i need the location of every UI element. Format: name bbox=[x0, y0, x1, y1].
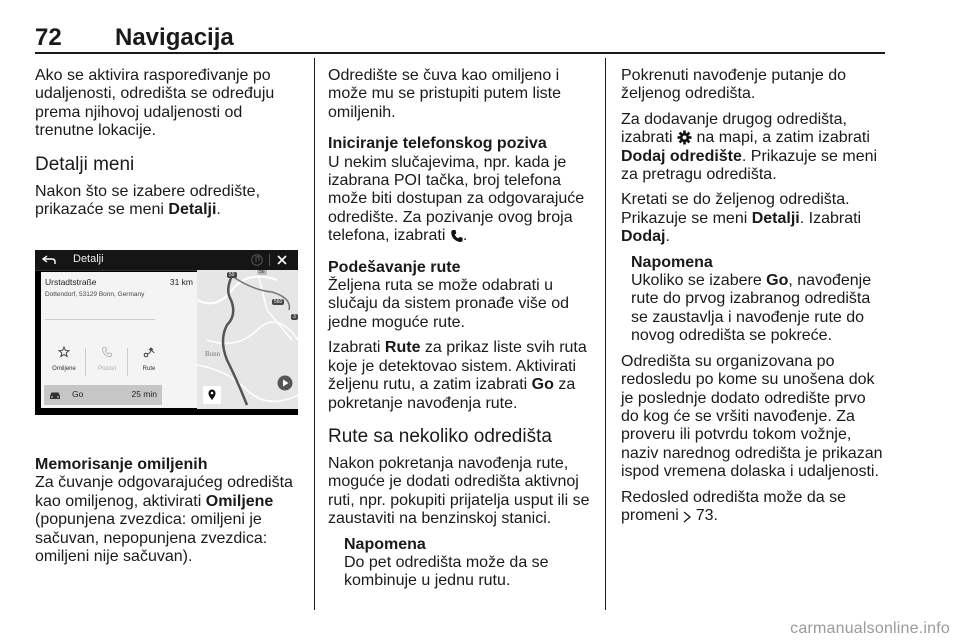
note-box bbox=[631, 254, 887, 346]
multi-destination-heading: Rute sa nekoliko odredišta bbox=[328, 425, 552, 447]
multi-destination-paragraph: Nakon pokretanja navođenja rute, moguće je dodati odredišta aktivnoj ruti, npr. pokupiti prijatelja usput ili se zaustaviti na benzinskoj stanici. bbox=[328, 454, 590, 528]
details-paragraph: Nakon što se izabere odredište, prikazaće se meni Detalji. bbox=[35, 182, 261, 219]
section-title: Detalji meni bbox=[35, 153, 135, 175]
intro-paragraph: Ako se aktivira raspoređivanje po udaljenosti, odredišta se određuju prema njihovoj udaljenosti od trenutne lokacije. bbox=[35, 67, 275, 140]
watermark: carmanualsonline.info bbox=[790, 620, 950, 637]
reorder-paragraph: Redosled odredišta može da se promeni 73. bbox=[621, 488, 847, 524]
route-paragraph: Željena ruta se može odabrati u slučaju da sistem pronađe više od jedne moguće rute. bbox=[328, 277, 570, 331]
location-pin-icon bbox=[208, 389, 216, 401]
road-shield-560: 560 bbox=[274, 299, 283, 305]
page-header bbox=[35, 24, 885, 52]
road-shield-59: 59 bbox=[229, 272, 235, 278]
gear-icon bbox=[677, 130, 692, 145]
favorites-list-paragraph: Odredište se čuva kao omiljeno i može mu se pristupiti putem liste omiljenih. bbox=[328, 67, 561, 121]
start-guidance-paragraph: Pokrenuti navođenje putanje do željenog odredišta. bbox=[621, 67, 847, 103]
call-paragraph: U nekim slučajevima, npr. kada je izabrana POI tačka, broj telefona može biti dostupan za odgovarajuće odredište. Za pozivanje ovog broja telefona, izabrati . bbox=[328, 153, 585, 245]
details-top-bar bbox=[35, 250, 298, 271]
column-1-lower bbox=[35, 456, 300, 566]
order-paragraph: Odredišta su organizovana po redosledu po kome su unošena dok je poslednje dodato odredište prvo do kog će se vršiti navođenje. Za proveru ili potvrdu tokom vožnje, naziv narednog odredišta je prikazan ispod vremena dolaska i udaljenosti. bbox=[621, 352, 883, 481]
route-select-paragraph: Izabrati Rute za prikaz liste svih ruta koje je detektovao sistem. Aktivirati željenu rutu, a zatim izabrati Go za pokretanje navođenja rute. bbox=[328, 339, 587, 412]
car-icon bbox=[49, 391, 61, 400]
details-title: Detalji bbox=[73, 253, 104, 265]
infotainment-screenshot bbox=[35, 250, 298, 415]
navigate-paragraph: Kretati se do željenog odredišta. Prikazuje se meni Detalji. Izabrati Dodaj. bbox=[621, 191, 862, 246]
music-note-icon bbox=[251, 254, 263, 266]
routes-button[interactable]: Rute bbox=[129, 344, 169, 378]
destination-panel bbox=[41, 272, 197, 408]
note-title: Napomena bbox=[631, 253, 713, 271]
column-2 bbox=[328, 67, 598, 591]
column-divider-2 bbox=[605, 58, 606, 610]
favorite-button[interactable]: Omiljene bbox=[43, 344, 85, 378]
road-shield-56: 56 bbox=[259, 270, 265, 275]
note-text: Do pet odredišta može da se kombinuje u jednu rutu. bbox=[344, 553, 549, 590]
route-heading: Podešavanje rute bbox=[328, 258, 461, 276]
call-heading: Iniciranje telefonskog poziva bbox=[328, 135, 547, 153]
phone-icon bbox=[101, 346, 113, 358]
go-button[interactable]: Go 25 min bbox=[44, 385, 162, 405]
back-arrow-icon[interactable] bbox=[42, 255, 56, 265]
route-map[interactable] bbox=[197, 270, 298, 409]
add-destination-paragraph: Za dodavanje drugog odredišta, izabrati na mapi, a zatim izabrati Dodaj odredište. Prikazuje se meni za pretragu odredišta. bbox=[621, 110, 878, 184]
routes-icon bbox=[143, 346, 156, 358]
street-name: Urstadtstraße bbox=[45, 277, 97, 287]
page-title: Navigacija bbox=[115, 24, 234, 51]
note-box bbox=[344, 536, 598, 591]
column-1 bbox=[35, 67, 300, 219]
destination-pin-button[interactable] bbox=[203, 386, 221, 404]
favorites-heading: Memorisanje omiljenih bbox=[35, 456, 208, 473]
call-button[interactable]: Pozovi bbox=[87, 344, 127, 378]
distance-value: 31 km bbox=[169, 277, 193, 287]
column-3 bbox=[621, 67, 887, 525]
phone-icon bbox=[450, 229, 463, 243]
cross-reference-icon bbox=[683, 511, 691, 523]
header-rule bbox=[35, 52, 885, 54]
page-reference[interactable]: 73 bbox=[695, 506, 714, 524]
close-icon[interactable] bbox=[276, 254, 288, 266]
map-city-label: Bonn bbox=[205, 350, 221, 358]
star-outline-icon bbox=[58, 346, 70, 358]
play-icon[interactable] bbox=[277, 375, 293, 391]
road-shield-3: 3 bbox=[293, 314, 296, 320]
favorites-paragraph: Za čuvanje odgovarajućeg odredišta kao omiljenog, aktivirati Omiljene (popunjena zvezdica: omiljeni je sačuvan, nepopunjena zvezdica: omiljeni nije sačuvan). bbox=[35, 474, 293, 566]
page-number: 72 bbox=[35, 24, 62, 51]
note-title: Napomena bbox=[344, 535, 426, 553]
address-text: Dottendorf, 53129 Bonn, Germany bbox=[45, 291, 145, 298]
column-divider-1 bbox=[314, 58, 315, 610]
note-text: Ukoliko se izabere Go, navođenje rute do prvog izabranog odredišta se zaustavlja i navođenje rute do novog odredišta se pokreće. bbox=[631, 272, 872, 345]
